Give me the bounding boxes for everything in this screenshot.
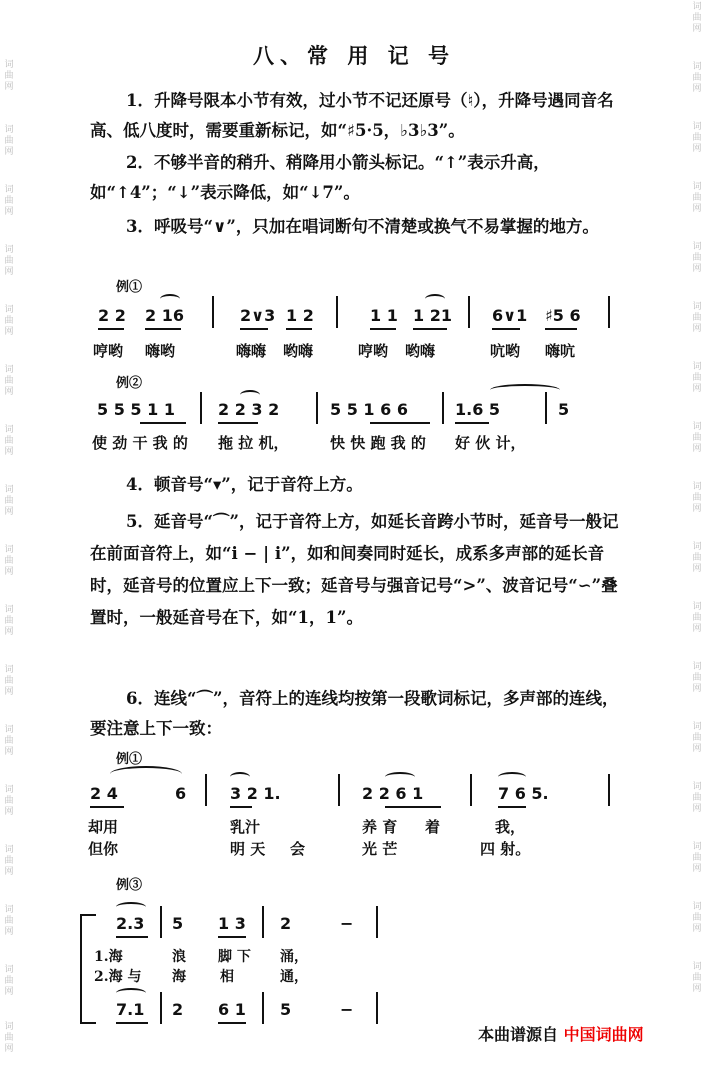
watermark: 词 曲 网: [4, 785, 14, 817]
watermark: 词 曲 网: [692, 122, 702, 154]
note: 6∨1: [492, 306, 528, 325]
lyric: 嗨吭: [545, 342, 576, 360]
note: 2 4: [90, 784, 118, 803]
bar-line: [376, 992, 378, 1024]
lyric: 相: [220, 969, 234, 985]
watermark: 词 曲 网: [4, 605, 14, 637]
lyric: 乳汁: [230, 818, 261, 836]
watermark: 词 曲 网: [692, 422, 702, 454]
note: 3 2 1.: [230, 784, 281, 803]
lyric: 哟嗨: [283, 342, 314, 360]
underline: [218, 422, 258, 424]
slur: [116, 988, 146, 998]
bar-line: [316, 392, 318, 424]
watermark: 词 曲 网: [4, 60, 14, 92]
note: −: [340, 914, 354, 933]
lyric: 2.海 与: [94, 969, 142, 985]
slur: [160, 294, 180, 304]
note: 2.3: [116, 914, 145, 933]
example4-lyrics-1: [0, 946, 708, 966]
note: 2: [280, 914, 292, 933]
watermark: 词 曲 网: [692, 662, 702, 694]
underline: [370, 422, 430, 424]
lyric: 吭哟: [490, 342, 521, 360]
slur: [110, 766, 182, 782]
bar-line: [468, 296, 470, 328]
watermark: 词 曲 网: [4, 425, 14, 457]
lyric: 好 伙 计，: [455, 434, 526, 452]
paragraph-6: 6．连线“⌒”，音符上的连线均按第一段歌词标记，多声部的连线，要注意上下一致：: [90, 689, 619, 738]
lyric: 着: [425, 818, 441, 836]
lyric: 脚 下: [218, 949, 251, 965]
example2-lyrics: [0, 432, 708, 454]
watermark: 词 曲 网: [4, 845, 14, 877]
note: 2: [172, 1000, 184, 1019]
underline: [98, 328, 124, 330]
watermark: 词 曲 网: [692, 242, 702, 274]
paragraph-5: 5．延音号“⌒”，记于音符上方，如延长音跨小节时，延音号一般记在前面音符上，如“i − | i”，如和间奏同时延长，成系多声部的延长音时，延音号的位置应上下一致；延音号与强音记号“>”、波音记号“∽”叠置时，一般延音号在下，如“1，1”。: [90, 512, 619, 627]
example-label: 例②: [116, 376, 143, 391]
note: 5: [280, 1000, 292, 1019]
lyric: 哼哟: [358, 342, 389, 360]
underline: [116, 936, 148, 938]
lyric: 浪: [172, 949, 186, 965]
underline: [116, 1022, 148, 1024]
bar-line: [336, 296, 338, 328]
source-site-link[interactable]: 中国词曲网: [563, 1025, 644, 1044]
watermark: 词 曲 网: [4, 665, 14, 697]
watermark: 词 曲 网: [692, 482, 702, 514]
lyric: 嗨哟: [145, 342, 176, 360]
lyric: 光 芒: [362, 840, 398, 858]
slur: [425, 294, 445, 304]
example3-notes: [0, 784, 708, 808]
watermark: 词 曲 网: [692, 542, 702, 574]
underline: [90, 806, 124, 808]
watermark: 词 曲 网: [4, 305, 14, 337]
lyric: 但你: [88, 840, 119, 858]
note: 2 2 3 2: [218, 400, 280, 419]
note: 1 1: [370, 306, 398, 325]
watermark: 词 曲 网: [692, 602, 702, 634]
note: 5: [558, 400, 570, 419]
watermark: 词 曲 网: [4, 725, 14, 757]
lyric: 哟嗨: [405, 342, 436, 360]
example1-lyrics: [0, 340, 708, 362]
example2-notes: [0, 400, 708, 424]
page-title: 八、常 用 记 号: [253, 43, 455, 68]
underline: [145, 328, 181, 330]
underline: [545, 328, 577, 330]
watermark: 词 曲 网: [4, 965, 14, 997]
note: 7 6 5.: [498, 784, 549, 803]
note: −: [340, 1000, 354, 1019]
watermark: 词 曲 网: [692, 62, 702, 94]
lyric: 涌，: [280, 949, 308, 965]
watermark: 词 曲 网: [692, 302, 702, 334]
watermark: 词 曲 网: [4, 125, 14, 157]
example-label: 例③: [116, 878, 143, 893]
bar-line: [338, 774, 340, 806]
lyric: 四 射。: [480, 840, 531, 858]
note: 7.1: [116, 1000, 145, 1019]
note: 1 2: [286, 306, 314, 325]
lyric: 拖 拉 机，: [218, 434, 289, 452]
watermark: 词 曲 网: [692, 842, 702, 874]
watermark: 词 曲 网: [692, 2, 702, 34]
source-credit: [478, 1022, 644, 1045]
bar-line: [545, 392, 547, 424]
watermark: 词 曲 网: [692, 182, 702, 214]
bar-line: [262, 992, 264, 1024]
source-prefix: 本曲谱源自: [478, 1025, 559, 1044]
bar-line: [262, 906, 264, 938]
lyric: 使 劲 干 我 的: [92, 434, 188, 452]
bar-line: [200, 392, 202, 424]
note: ♯5 6: [545, 306, 581, 325]
note: 1 3: [218, 914, 246, 933]
note: 6 1: [218, 1000, 246, 1019]
lyric: 养 育: [362, 818, 398, 836]
slur: [116, 902, 146, 912]
lyric: 明 天: [230, 840, 266, 858]
lyric: 海: [172, 969, 186, 985]
slur: [240, 390, 260, 400]
note: 5: [172, 914, 184, 933]
bar-line: [212, 296, 214, 328]
bar-line: [442, 392, 444, 424]
note: 2∨3: [240, 306, 276, 325]
bar-line: [160, 906, 162, 938]
bar-line: [608, 774, 610, 806]
example-label: 例①: [116, 752, 143, 767]
underline: [413, 328, 447, 330]
watermark: 词 曲 网: [4, 485, 14, 517]
underline: [455, 422, 489, 424]
watermark: 词 曲 网: [4, 1022, 14, 1054]
underline: [286, 328, 312, 330]
lyric: 1.海: [94, 949, 123, 965]
watermark: 词 曲 网: [4, 545, 14, 577]
paragraph-2: 2．不够半音的稍升、稍降用小箭头标记。“↑”表示升高，如“↑4”；“↓”表示降低，如“↓7”。: [90, 153, 550, 202]
example1-notes: [0, 306, 708, 330]
lyric: 快 快 跑 我 的: [330, 434, 426, 452]
watermark: 词 曲 网: [4, 245, 14, 277]
example4-bottom-notes: [0, 1000, 708, 1024]
note: 1.6 5: [455, 400, 501, 419]
lyric: 哼哟: [93, 342, 124, 360]
underline: [218, 1022, 246, 1024]
watermark: 词 曲 网: [692, 962, 702, 994]
lyric: 通，: [280, 969, 308, 985]
note: 5 5 1 6 6: [330, 400, 408, 419]
watermark: 词 曲 网: [4, 905, 14, 937]
watermark: 词 曲 网: [692, 782, 702, 814]
example3-lyrics-2: [0, 838, 708, 860]
watermark: 词 曲 网: [692, 902, 702, 934]
slur: [490, 384, 560, 396]
underline: [240, 328, 268, 330]
note: 2 2 6 1: [362, 784, 424, 803]
underline: [370, 328, 396, 330]
slur: [385, 772, 415, 782]
example4-lyrics-2: [0, 966, 708, 986]
underline: [218, 936, 246, 938]
underline: [385, 806, 441, 808]
slur: [230, 772, 250, 782]
note: 2 16: [145, 306, 184, 325]
bar-line: [376, 906, 378, 938]
bar-line: [470, 774, 472, 806]
watermark: 词 曲 网: [692, 362, 702, 394]
bar-line: [608, 296, 610, 328]
underline: [492, 328, 520, 330]
bar-line: [160, 992, 162, 1024]
watermark: 词 曲 网: [4, 365, 14, 397]
example3-lyrics-1: [0, 816, 708, 838]
lyric: 嗨嗨: [236, 342, 267, 360]
paragraph-1: 1．升降号限本小节有效，过小节不记还原号（♮），升降号遇同音名高、低八度时，需要重新标记，如“♯5·5，♭3♭3”。: [90, 91, 614, 140]
note: 1 21: [413, 306, 452, 325]
slur: [498, 772, 526, 782]
paragraph-3: 3．呼吸号“∨”，只加在唱词断句不清楚或换气不易掌握的地方。: [126, 217, 599, 236]
lyric: 我，: [495, 818, 526, 836]
paragraph-4: 4．顿音号“▾”，记于音符上方。: [126, 475, 363, 494]
lyric: 会: [290, 840, 306, 858]
watermark: 词 曲 网: [4, 185, 14, 217]
note: 2 2: [98, 306, 126, 325]
note: 5 5 5 1 1: [97, 400, 175, 419]
lyric: 却用: [88, 818, 119, 836]
example-label: 例①: [116, 280, 143, 295]
bar-line: [205, 774, 207, 806]
example4-top-notes: [0, 914, 708, 938]
underline: [230, 806, 252, 808]
watermark: 词 曲 网: [692, 722, 702, 754]
note: 6: [175, 784, 187, 803]
underline: [140, 422, 186, 424]
underline: [498, 806, 526, 808]
